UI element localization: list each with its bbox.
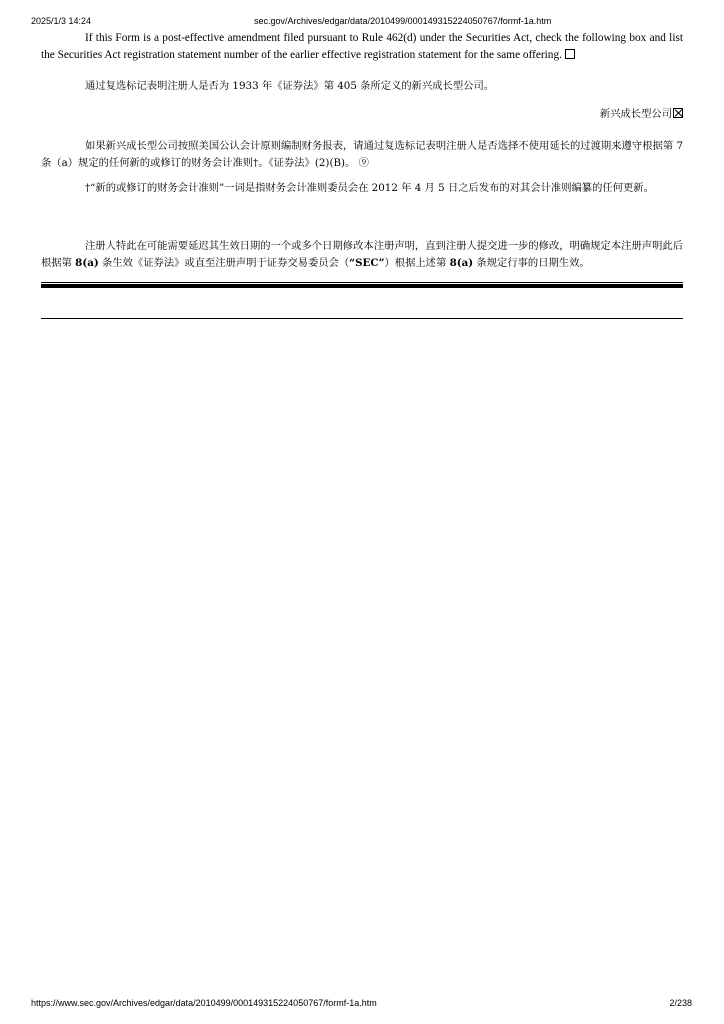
transition-checkbox[interactable]: ⑨ xyxy=(358,156,369,169)
print-header-url: sec.gov/Archives/edgar/data/2010499/000149315224050767/formf-1a.htm xyxy=(254,16,552,26)
separator-rule-top xyxy=(41,282,683,283)
footnote-paragraph: †“新的或修订的财务会计准则”一词是指财务会计准则委员会在 2012 年 4 月 5 日之后发布的对其会计准则编纂的任何更新。 xyxy=(85,182,654,194)
delaying-amendment-paragraph xyxy=(41,238,683,271)
print-datetime: 2025/1/3 14:24 xyxy=(31,16,92,26)
egc-checkbox[interactable] xyxy=(673,108,683,118)
delay-text-1: 注册人特此在可能需要延迟其生效日期的一个或多个日期修改本注册声明，直到注册人提交进一步的修改，明确规定本注册声明此后根据第 xyxy=(41,240,683,269)
delay-text-2: 条生效《证券法》或直至注册声明于证券交易委员会（ xyxy=(98,256,350,269)
sec-abbrev: “SEC” xyxy=(349,256,385,269)
rule-462-text: If this Form is a post-effective amendment filed pursuant to Rule 462(d) under the Securities Act, check the following box and list the Securities Act registration statement number of the earlier effective registration statement for the same offering. xyxy=(41,32,683,61)
section-8a-ref-1: 8(a) xyxy=(75,256,99,269)
egc-question-paragraph: 通过复选标记表明注册人是否为 1933 年《证券法》第 405 条所定义的新兴成长型公司。 xyxy=(85,80,495,92)
rule-462-checkbox[interactable] xyxy=(565,49,575,59)
delay-text-3: ）根据上述第 xyxy=(384,256,450,269)
page-number: 2/238 xyxy=(669,998,692,1008)
egc-checkbox-row xyxy=(41,106,683,123)
transition-text: 如果新兴成长型公司按照美国公认会计原则编制财务报表，请通过复选标记表明注册人是否选择不使用延长的过渡期来遵守根据第 7 条（a）规定的任何新的或修订的财务会计准则†。《证券法》(2)(B)。 xyxy=(41,140,683,169)
rule-462-paragraph xyxy=(41,30,683,64)
print-footer-url: https://www.sec.gov/Archives/edgar/data/2010499/000149315224050767/formf-1a.htm xyxy=(31,998,377,1008)
separator-rule-thick xyxy=(41,284,683,288)
transition-period-paragraph xyxy=(41,138,683,171)
section-8a-ref-2: 8(a) xyxy=(449,256,474,269)
delay-text-4: 条规定行事的日期生效。 xyxy=(473,256,590,269)
separator-rule-thin xyxy=(41,318,683,319)
egc-label: 新兴成长型公司 xyxy=(599,108,672,120)
